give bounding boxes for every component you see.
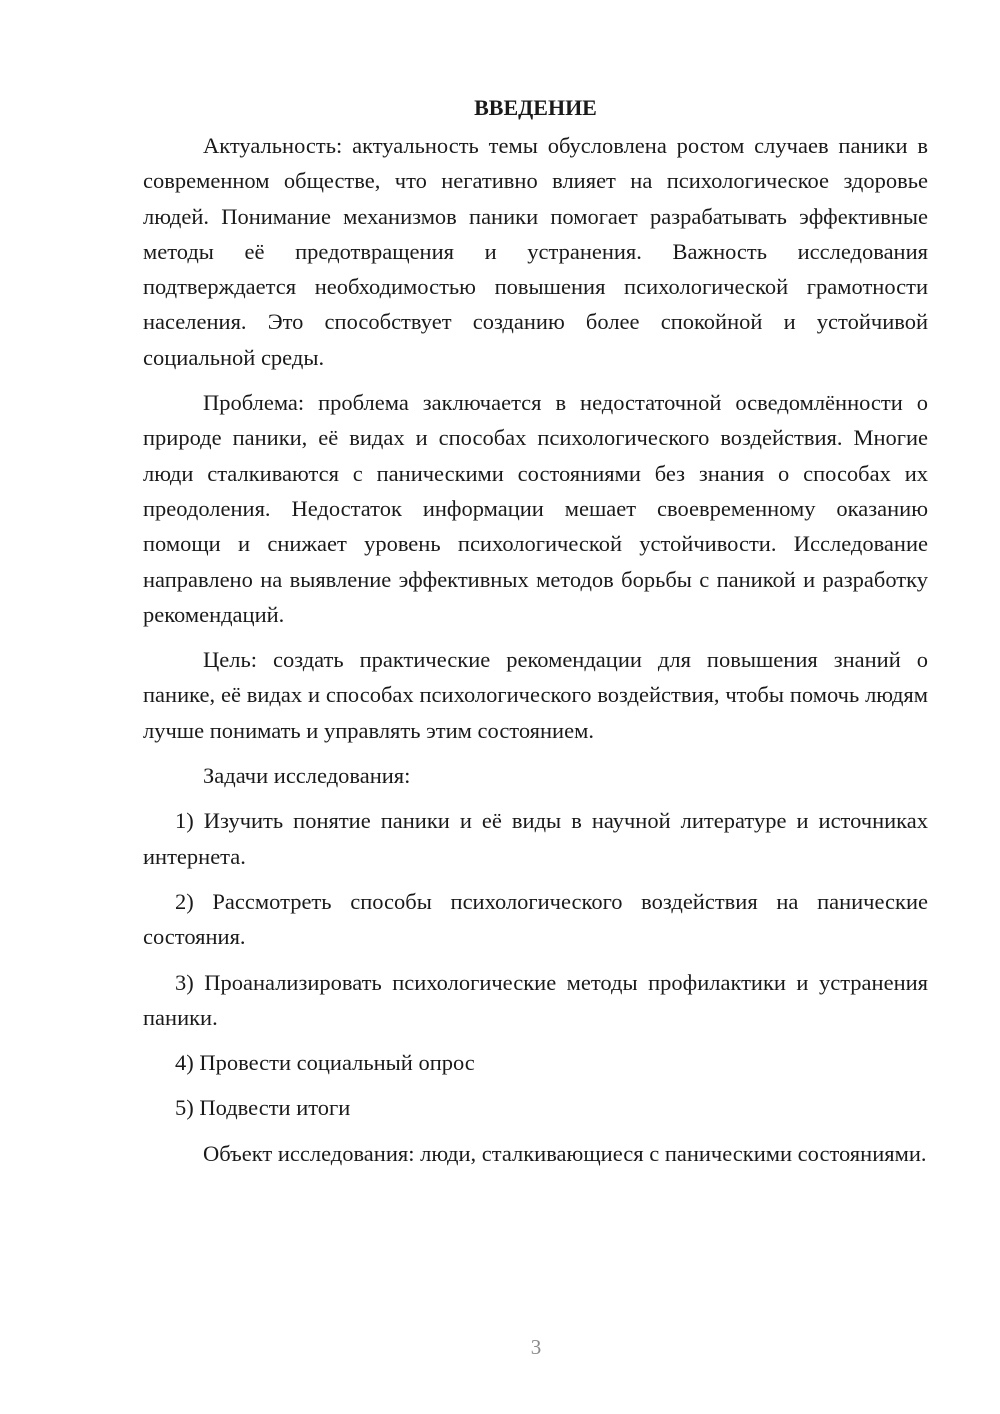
task-item-2: 2) Рассмотреть способы психологического воздействия на панические состояния. — [143, 888, 928, 950]
relevance-paragraph: Актуальность: актуальность темы обусловлена ростом случаев паники в современном обществе, что негативно влияет на психологическое здоровье людей. Понимание механизмов паники помогает разрабатывать эффективные методы её предотвращения и устранения. Важность исследования подтверждается необходимостью повышения психологической грамотности населения. Это способствует созданию более спокойной и устойчивой социальной среды. — [143, 133, 928, 370]
section-heading: ВВЕДЕНИЕ — [474, 95, 597, 120]
document-page — [143, 92, 928, 1171]
task-item-4: 4) Провести социальный опрос — [175, 1050, 475, 1076]
object-paragraph: Объект исследования: люди, сталкивающиеся с паническими состояниями. — [203, 1140, 927, 1166]
task-item-1: 1) Изучить понятие паники и её виды в научной литературе и источниках интернета. — [143, 808, 928, 869]
page-number: 3 — [530, 1335, 542, 1359]
problem-paragraph: Проблема: проблема заключается в недостаточной осведомлённости о природе паники, её видах и способах психологического воздействия. Многие люди сталкиваются с паническими состояниями без знания о способах их преодоления. Недостаток информации мешает своевременному оказанию помощи и снижает уровень психологической устойчивости. Исследование направлено на выявление эффективных методов борьбы с паникой и разработку рекомендаций. — [143, 390, 928, 627]
task-item-3: 3) Проанализировать психологические методы профилактики и устранения паники. — [143, 969, 928, 1030]
task-item-5: 5) Подвести итоги — [175, 1095, 351, 1121]
goal-paragraph: Цель: создать практические рекомендации для повышения знаний о панике, её видах и способах психологического воздействия, чтобы помочь людям лучше понимать и управлять этим состоянием. — [143, 647, 928, 743]
tasks-heading: Задачи исследования: — [203, 763, 411, 789]
